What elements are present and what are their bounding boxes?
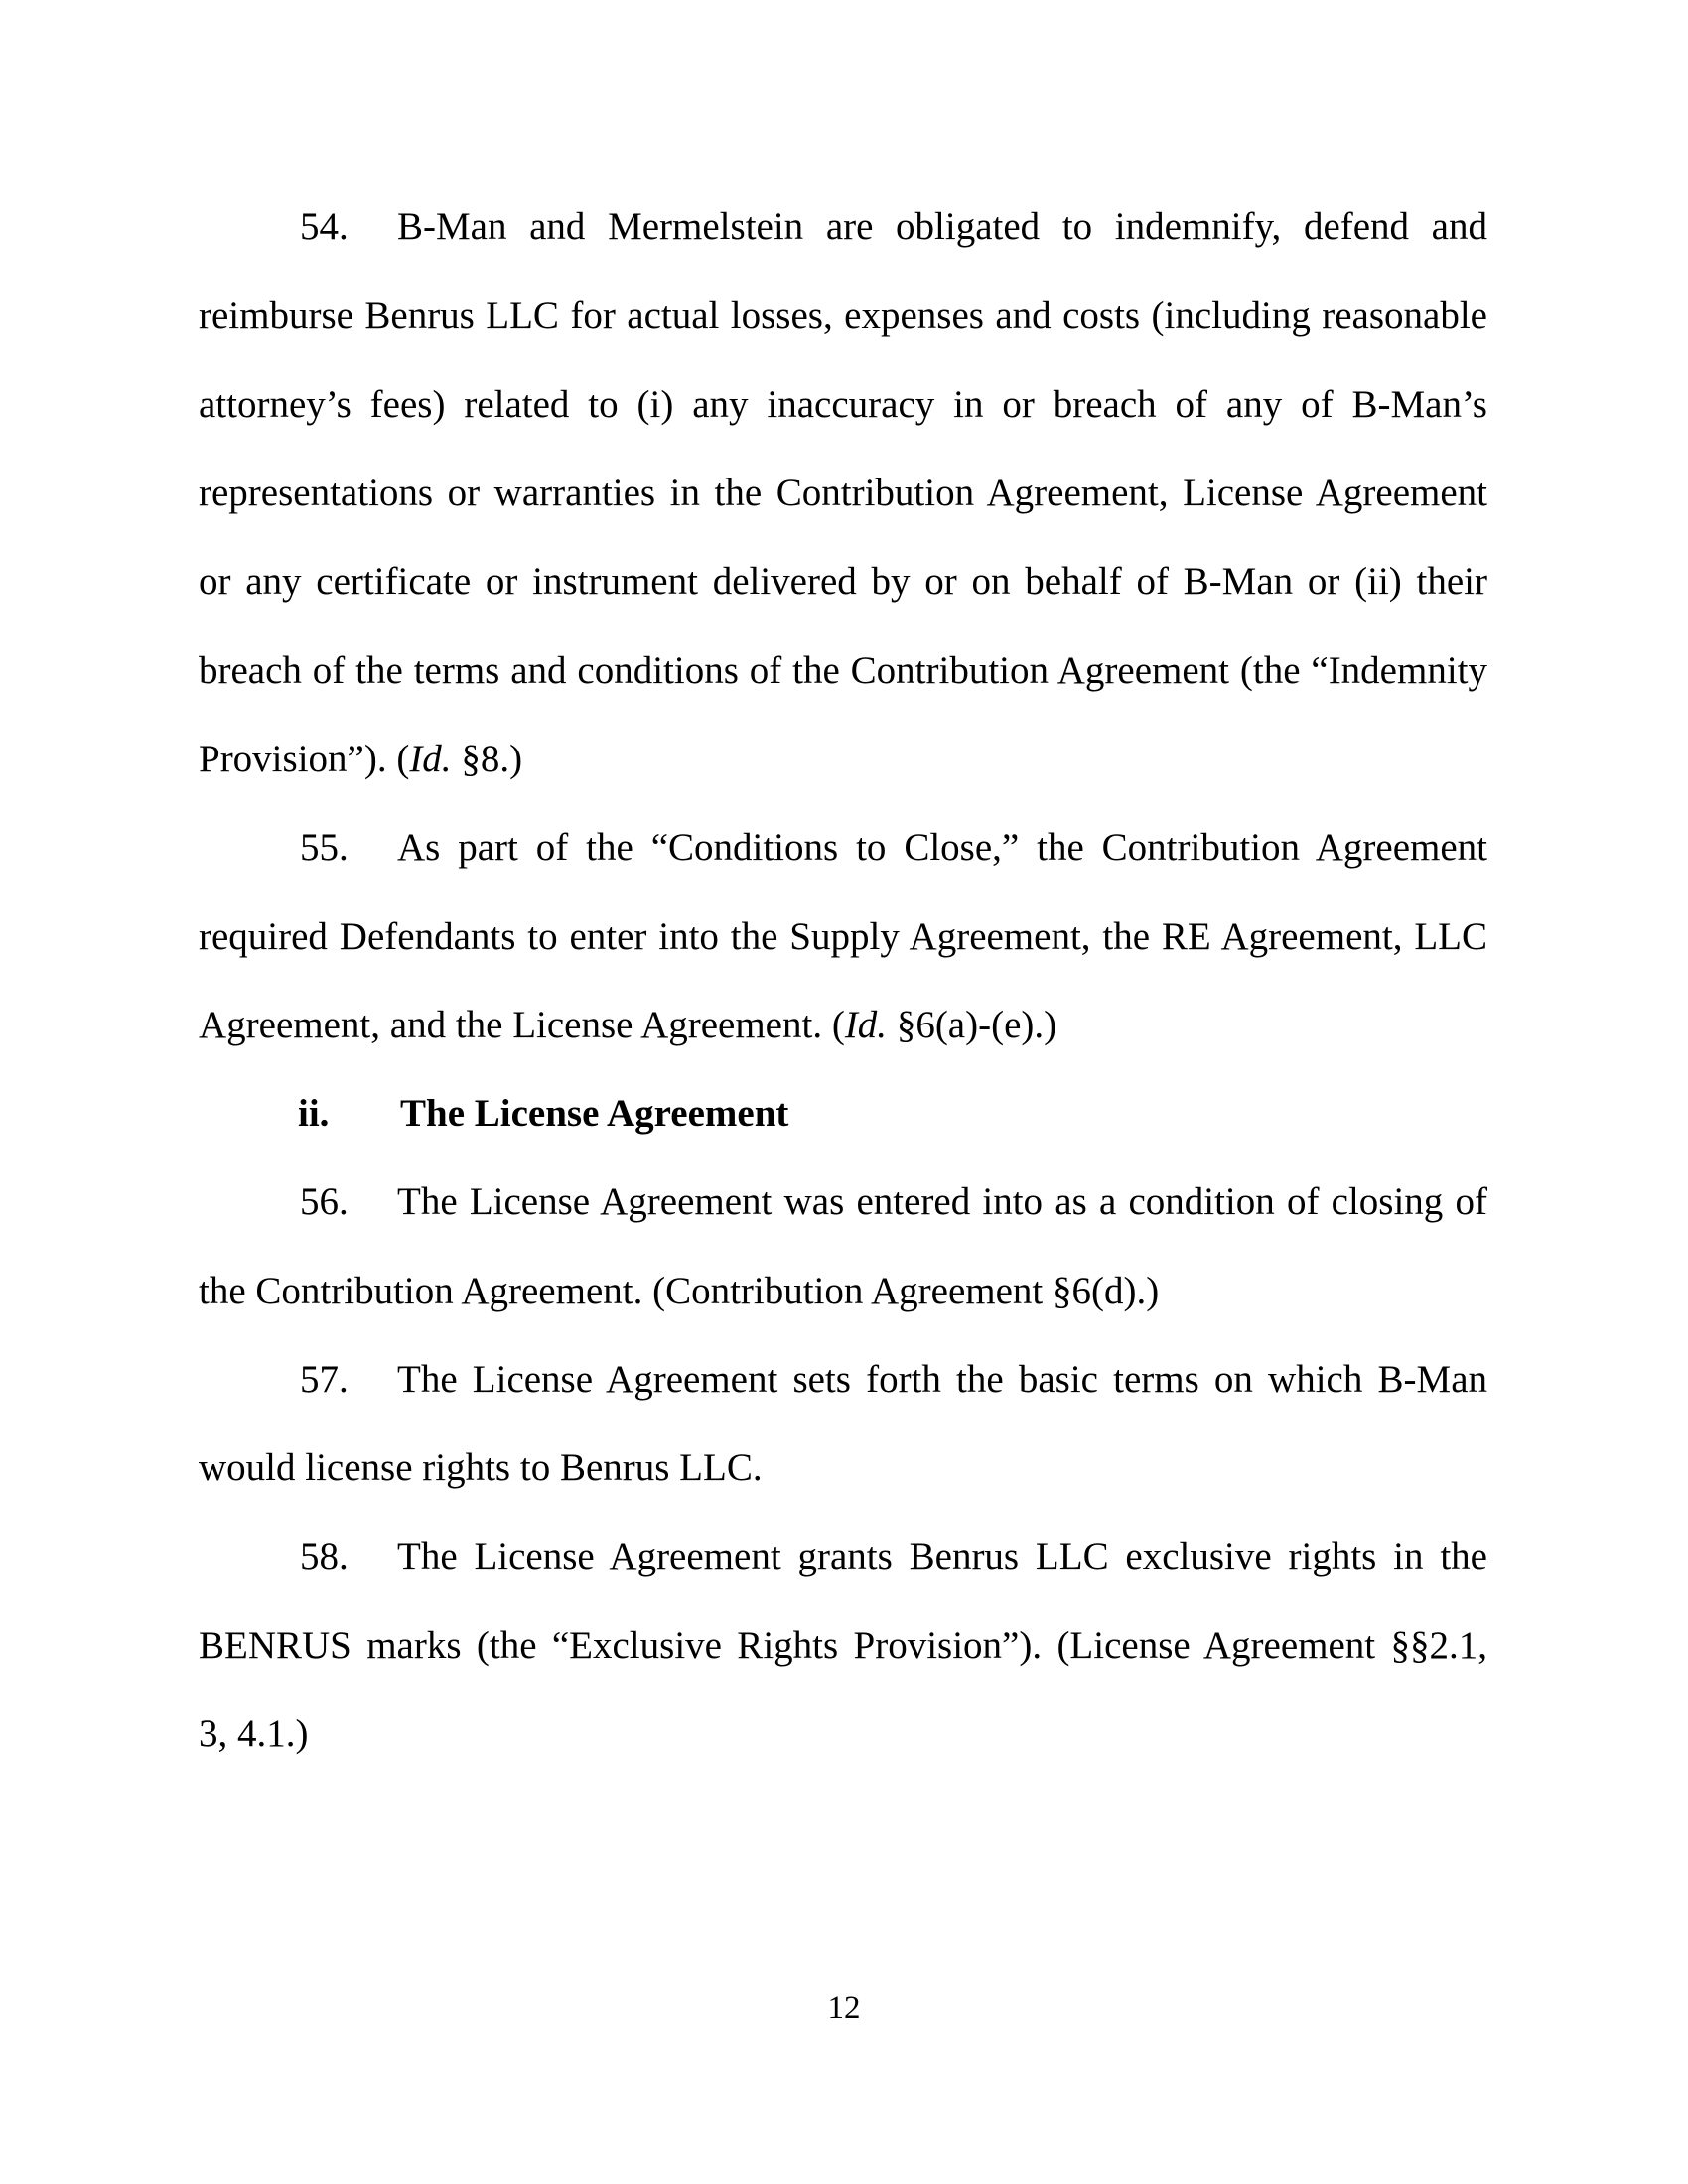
section-heading — [298, 1089, 1192, 1139]
heading-title: The License Agreement — [400, 1092, 789, 1135]
paragraph-text: Agreement, and the License Agreement. ( — [199, 1004, 845, 1046]
citation-section: §6(a)-(e).) — [887, 1004, 1057, 1046]
paragraph-number: 55. — [300, 826, 349, 869]
paragraph-number: 54. — [300, 205, 349, 248]
paragraph-54-line-2: reimburse Benrus LLC for actual losses, expenses and costs (including reasonable — [199, 294, 1487, 337]
paragraph-number: 57. — [300, 1358, 349, 1401]
citation-section: §8.) — [451, 738, 523, 780]
page-number: 12 — [827, 1990, 861, 2026]
paragraph-text: The License Agreement grants Benrus LLC exclusive rights in the — [397, 1535, 1487, 1577]
paragraph-text: The License Agreement was entered into as a condition of closing of — [397, 1180, 1487, 1223]
paragraph-54-line-1 — [300, 203, 1487, 252]
paragraph-text: As part of the “Conditions to Close,” the Contribution Agreement — [397, 826, 1487, 869]
paragraph-number: 58. — [300, 1535, 349, 1577]
paragraph-text: Provision”). ( — [199, 738, 410, 780]
paragraph-54-line-3: attorney’s fees) related to (i) any inaccuracy in or breach of any of B-Man’s — [199, 383, 1487, 426]
citation-id: Id. — [844, 1004, 888, 1046]
paragraph-57-line-1 — [300, 1355, 1487, 1405]
paragraph-58-line-1 — [300, 1532, 1487, 1581]
paragraph-number: 56. — [300, 1180, 349, 1223]
paragraph-54-line-7 — [199, 735, 1487, 784]
paragraph-55-line-1 — [300, 823, 1487, 873]
paragraph-54-line-5: or any certificate or instrument delivered by or on behalf of B-Man or (ii) their — [199, 560, 1487, 603]
paragraph-58-line-3: 3, 4.1.) — [199, 1712, 309, 1755]
paragraph-54-line-6: breach of the terms and conditions of the Contribution Agreement (the “Indemnity — [199, 649, 1487, 692]
citation-id: Id. — [409, 738, 452, 780]
paragraph-57-line-2: would license rights to Benrus LLC. — [199, 1446, 763, 1489]
paragraph-55-line-2: required Defendants to enter into the Supply Agreement, the RE Agreement, LLC — [199, 915, 1487, 958]
paragraph-text: B-Man and Mermelstein are obligated to indemnify, defend and — [397, 205, 1487, 248]
paragraph-54-line-4: representations or warranties in the Contribution Agreement, License Agreement — [199, 472, 1487, 514]
paragraph-55-line-3 — [199, 1001, 1487, 1050]
paragraph-56-line-1 — [300, 1177, 1487, 1227]
paragraph-58-line-2: BENRUS marks (the “Exclusive Rights Provision”). (License Agreement §§2.1, — [199, 1624, 1487, 1667]
paragraph-text: The License Agreement sets forth the basic terms on which B-Man — [397, 1358, 1487, 1401]
heading-number: ii. — [298, 1092, 330, 1135]
paragraph-56-line-2: the Contribution Agreement. (Contribution Agreement §6(d).) — [199, 1270, 1160, 1312]
